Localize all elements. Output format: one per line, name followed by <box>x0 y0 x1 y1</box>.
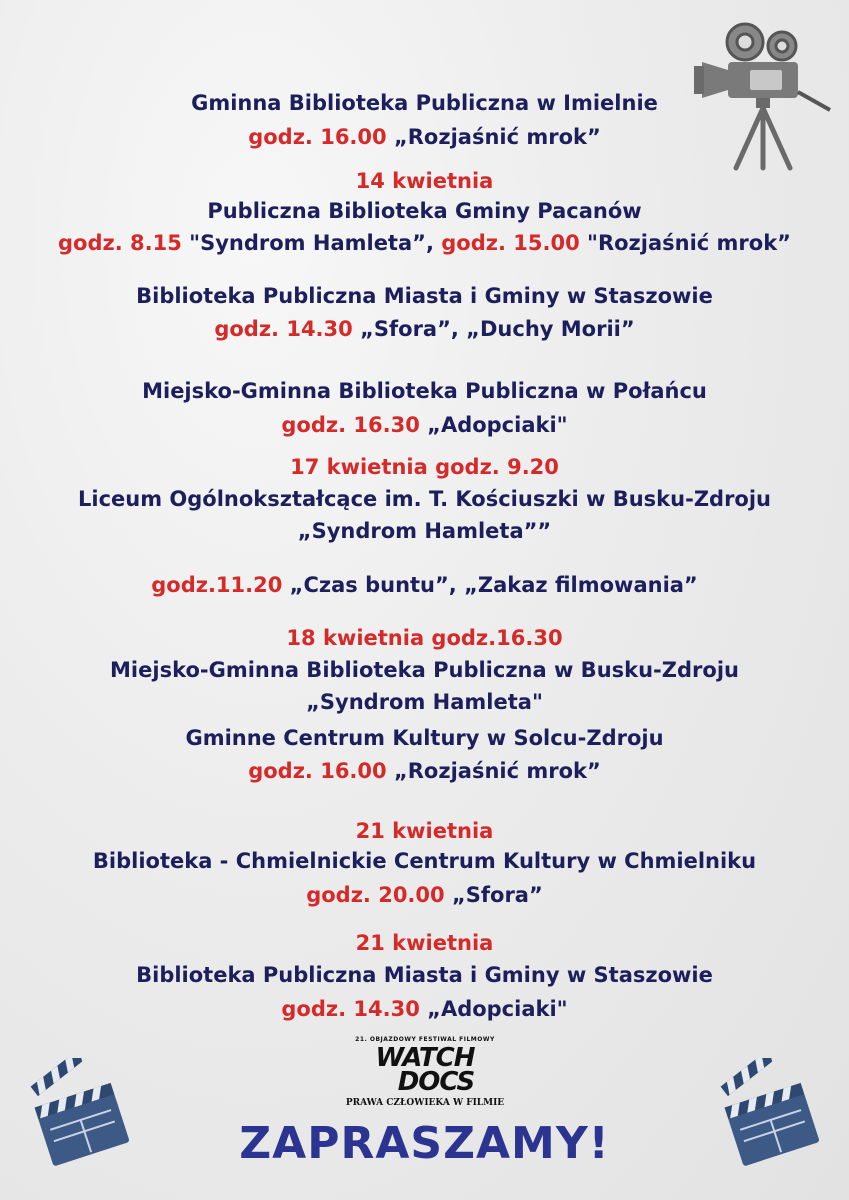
date-heading: 18 kwietnia godz.16.30 <box>286 626 563 650</box>
screening-line: godz.11.20 „Czas buntu”, „Zakaz filmowania” <box>151 573 698 597</box>
screening-title: „Syndrom Hamleta”” <box>297 519 552 543</box>
screening-line: godz. 16.00 „Rozjaśnić mrok” <box>248 125 601 149</box>
screening-line: godz. 14.30 „Adopciaki" <box>281 997 568 1021</box>
date-heading: 21 kwietnia <box>355 819 494 843</box>
venue-staszow-2: Biblioteka Publiczna Miasta i Gminy w Staszowie <box>136 963 713 987</box>
venue-staszow: Biblioteka Publiczna Miasta i Gminy w Staszowie <box>136 284 713 308</box>
invitation-heading: ZAPRASZAMY! <box>239 1118 610 1169</box>
watch-docs-logo <box>340 1036 510 1118</box>
logo-word-watch: WATCH <box>375 1043 475 1073</box>
venue-chmielnik: Biblioteka - Chmielnickie Centrum Kultury w Chmielniku <box>92 849 757 873</box>
logo-word-docs: DOCS <box>397 1067 475 1097</box>
logo-subtitle: PRAWA CZŁOWIEKA W FILMIE <box>345 1098 505 1108</box>
screening-line: godz. 16.30 „Adopciaki" <box>281 413 568 437</box>
logo-tagline: 21. OBJAZDOWY FESTIWAL FILMOWY <box>355 1036 495 1043</box>
venue-liceum-busko: Liceum Ogólnokształcące im. T. Kościuszki w Busku-Zdroju <box>77 487 772 511</box>
venue-polaniec: Miejsko-Gminna Biblioteka Publiczna w Połańcu <box>142 379 707 403</box>
date-heading: 17 kwietnia godz. 9.20 <box>290 455 559 479</box>
screening-line: godz. 20.00 „Sfora” <box>306 883 543 907</box>
venue-mgbp-busko: Miejsko-Gminna Biblioteka Publiczna w Busku-Zdroju <box>110 658 739 682</box>
screening-line: godz. 14.30 „Sfora”, „Duchy Morii” <box>214 317 635 341</box>
venue-imielno: Gminna Biblioteka Publiczna w Imielnie <box>191 91 658 115</box>
venue-solec: Gminne Centrum Kultury w Solcu-Zdroju <box>185 726 664 750</box>
screening-line: godz. 16.00 „Rozjaśnić mrok” <box>248 759 601 783</box>
venue-pacanow: Publiczna Biblioteka Gminy Pacanów <box>207 199 642 223</box>
date-heading: 14 kwietnia <box>355 169 494 193</box>
screening-line: godz. 8.15 "Syndrom Hamleta”, godz. 15.00 "Rozjaśnić mrok” <box>58 231 791 255</box>
screening-title: „Syndrom Hamleta" <box>306 690 543 714</box>
date-heading: 21 kwietnia <box>355 931 494 955</box>
